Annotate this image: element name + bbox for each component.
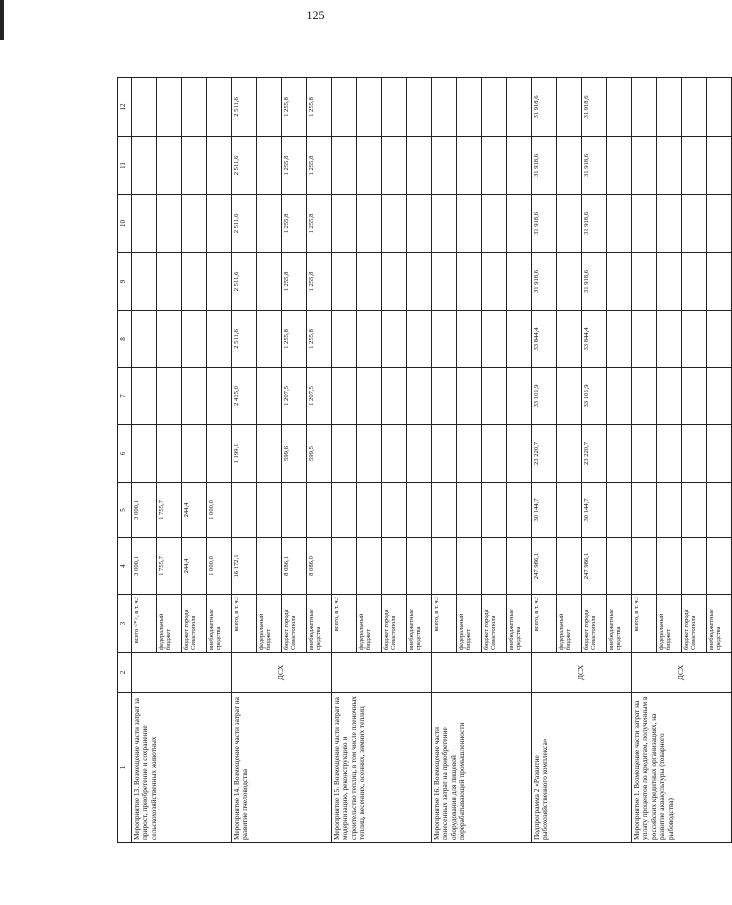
table-row [332, 78, 357, 843]
funding-source-cell: внебюджетные средства [407, 595, 432, 653]
value-cell [682, 538, 707, 595]
value-cell [682, 78, 707, 137]
header-cell: 6 [118, 425, 132, 483]
value-cell [707, 195, 732, 253]
measure-title-cell: Мероприятие 14. Возмещение части затрат на развитие пчеловодства [232, 693, 332, 843]
value-cell: 599,5 [307, 425, 332, 483]
value-cell [382, 425, 407, 483]
value-cell: 31 918,6 [532, 78, 557, 137]
executor-cell [432, 653, 532, 693]
value-cell [482, 137, 507, 195]
value-cell [432, 368, 457, 425]
value-cell: 244,4 [182, 483, 207, 538]
value-cell [557, 538, 582, 595]
executor-cell: ДСХ [532, 653, 632, 693]
value-cell: 23 220,7 [532, 425, 557, 483]
value-cell [382, 483, 407, 538]
value-cell [507, 425, 532, 483]
value-cell [182, 137, 207, 195]
value-cell [132, 78, 157, 137]
executor-cell: ДСХ [632, 653, 732, 693]
header-cell: 11 [118, 137, 132, 195]
funding-source-cell: внебюджетные средства [507, 595, 532, 653]
value-cell [207, 311, 232, 368]
value-cell [507, 253, 532, 311]
value-cell [707, 538, 732, 595]
value-cell [207, 425, 232, 483]
value-cell: 247 986,1 [582, 538, 607, 595]
value-cell [632, 311, 657, 368]
value-cell [332, 78, 357, 137]
header-cell: 4 [118, 538, 132, 595]
value-cell [507, 195, 532, 253]
funding-source-cell: всего, в т. ч.: [432, 595, 457, 653]
value-cell [182, 78, 207, 137]
value-cell [357, 368, 382, 425]
value-cell [457, 483, 482, 538]
value-cell: 2 511,6 [232, 137, 257, 195]
value-cell [332, 368, 357, 425]
value-cell [707, 368, 732, 425]
value-cell [182, 425, 207, 483]
value-cell [382, 137, 407, 195]
value-cell [507, 483, 532, 538]
value-cell [257, 483, 282, 538]
value-cell: 31 918,6 [532, 253, 557, 311]
rotated-table-wrapper [117, 78, 723, 843]
value-cell: 1 207,5 [282, 368, 307, 425]
value-cell [407, 425, 432, 483]
value-cell: 2 511,6 [232, 253, 257, 311]
value-cell [457, 195, 482, 253]
funding-source-cell: бюджет города Севастополя [182, 595, 207, 653]
value-cell: 2 415,0 [232, 368, 257, 425]
value-cell [407, 483, 432, 538]
value-cell [657, 483, 682, 538]
value-cell: 1 255,8 [282, 253, 307, 311]
value-cell [457, 425, 482, 483]
value-cell [357, 311, 382, 368]
value-cell [257, 137, 282, 195]
header-cell: 9 [118, 253, 132, 311]
value-cell [257, 425, 282, 483]
value-cell [332, 137, 357, 195]
funding-source-cell: бюджет города Севастополя [282, 595, 307, 653]
value-cell [557, 311, 582, 368]
value-cell [182, 311, 207, 368]
value-cell [657, 538, 682, 595]
header-row [118, 78, 132, 843]
value-cell [257, 368, 282, 425]
value-cell [507, 78, 532, 137]
header-cell: 5 [118, 483, 132, 538]
value-cell: 1 255,8 [282, 195, 307, 253]
value-cell [482, 538, 507, 595]
funding-source-cell: внебюджетные средства [307, 595, 332, 653]
value-cell [557, 137, 582, 195]
value-cell [132, 195, 157, 253]
value-cell [382, 311, 407, 368]
measure-title-cell: Мероприятие 15. Возмещение части затрат на модернизацию, реконструкцию и строительство теплиц, в том числе пленочных теплиц, весенних, осенних, зимних теплиц [332, 693, 432, 843]
value-cell: 1 255,8 [307, 311, 332, 368]
funding-source-cell: бюджет города Севастополя [582, 595, 607, 653]
value-cell: 247 986,1 [532, 538, 557, 595]
measure-title-cell: Мероприятие 13. Возмещение части затрат за прирост, приобретение и сохранение сельскохозяйственных животных [132, 693, 232, 843]
header-cell: 7 [118, 368, 132, 425]
funding-source-cell: федеральный бюджет [257, 595, 282, 653]
value-cell [682, 368, 707, 425]
funding-source-cell: внебюджетные средства [607, 595, 632, 653]
value-cell [357, 253, 382, 311]
table-row [132, 78, 157, 843]
header-cell: 3 [118, 595, 132, 653]
header-cell: 8 [118, 311, 132, 368]
header-cell: 1 [118, 693, 132, 843]
value-cell [682, 253, 707, 311]
value-cell [157, 425, 182, 483]
page-number: 125 [306, 8, 325, 22]
header-cell: 10 [118, 195, 132, 253]
value-cell [607, 483, 632, 538]
value-cell: 1 255,8 [307, 137, 332, 195]
value-cell [407, 253, 432, 311]
value-cell [657, 368, 682, 425]
funding-source-cell: внебюджетные средства [207, 595, 232, 653]
value-cell: 8 086,1 [282, 538, 307, 595]
value-cell [407, 137, 432, 195]
funding-source-cell: внебюджетные средства [707, 595, 732, 653]
value-cell [707, 311, 732, 368]
funding-source-cell: федеральный бюджет [357, 595, 382, 653]
value-cell [407, 368, 432, 425]
value-cell [432, 425, 457, 483]
value-cell [482, 368, 507, 425]
value-cell [182, 195, 207, 253]
value-cell [132, 137, 157, 195]
value-cell [657, 137, 682, 195]
funding-source-cell: всего <*>, в т. ч.: [132, 595, 157, 653]
value-cell [607, 425, 632, 483]
value-cell [357, 195, 382, 253]
value-cell [332, 538, 357, 595]
value-cell [632, 253, 657, 311]
value-cell: 33 101,9 [582, 368, 607, 425]
value-cell: 1 255,8 [282, 78, 307, 137]
value-cell [432, 253, 457, 311]
value-cell: 1 207,5 [307, 368, 332, 425]
funding-source-cell: всего, в т. ч.: [632, 595, 657, 653]
value-cell [682, 311, 707, 368]
value-cell [332, 483, 357, 538]
value-cell: 599,6 [282, 425, 307, 483]
value-cell [657, 425, 682, 483]
value-cell [657, 253, 682, 311]
value-cell [707, 425, 732, 483]
value-cell: 1 199,1 [232, 425, 257, 483]
value-cell [182, 253, 207, 311]
value-cell [657, 311, 682, 368]
value-cell [282, 483, 307, 538]
funding-source-cell: федеральный бюджет [557, 595, 582, 653]
value-cell: 1 255,8 [307, 195, 332, 253]
value-cell: 30 144,7 [582, 483, 607, 538]
value-cell: 33 844,4 [582, 311, 607, 368]
value-cell: 1 000,0 [207, 538, 232, 595]
value-cell [507, 137, 532, 195]
value-cell [632, 195, 657, 253]
value-cell [132, 311, 157, 368]
value-cell [457, 311, 482, 368]
value-cell [507, 368, 532, 425]
funding-source-cell: бюджет города Севастополя [382, 595, 407, 653]
value-cell [332, 195, 357, 253]
value-cell [632, 78, 657, 137]
funding-source-cell: федеральный бюджет [157, 595, 182, 653]
value-cell: 1 255,8 [282, 137, 307, 195]
header-cell: 2 [118, 653, 132, 693]
value-cell [707, 483, 732, 538]
value-cell [207, 137, 232, 195]
value-cell [407, 195, 432, 253]
value-cell [657, 195, 682, 253]
value-cell [332, 253, 357, 311]
value-cell [407, 538, 432, 595]
value-cell [507, 538, 532, 595]
value-cell [482, 483, 507, 538]
value-cell [607, 368, 632, 425]
value-cell [232, 483, 257, 538]
executor-cell [132, 653, 232, 693]
value-cell [632, 368, 657, 425]
value-cell [632, 137, 657, 195]
table-row [632, 78, 657, 843]
value-cell [432, 78, 457, 137]
value-cell [382, 368, 407, 425]
value-cell [607, 78, 632, 137]
value-cell [382, 78, 407, 137]
value-cell: 30 144,7 [532, 483, 557, 538]
table-row [232, 78, 257, 843]
value-cell [657, 78, 682, 137]
value-cell: 16 172,1 [232, 538, 257, 595]
table-row [532, 78, 557, 843]
value-cell: 1 255,8 [282, 311, 307, 368]
value-cell [557, 425, 582, 483]
value-cell [682, 425, 707, 483]
value-cell [132, 425, 157, 483]
funding-source-cell: всего, в т. ч.: [232, 595, 257, 653]
executor-cell: ДСХ [232, 653, 332, 693]
value-cell [457, 538, 482, 595]
value-cell: 31 918,6 [582, 195, 607, 253]
budget-table [117, 77, 732, 843]
value-cell [157, 368, 182, 425]
value-cell: 31 918,6 [532, 195, 557, 253]
value-cell [607, 538, 632, 595]
value-cell [432, 137, 457, 195]
funding-source-cell: всего, в т. ч.: [332, 595, 357, 653]
value-cell [357, 425, 382, 483]
value-cell [607, 311, 632, 368]
value-cell [557, 368, 582, 425]
value-cell [257, 253, 282, 311]
value-cell: 31 918,6 [582, 253, 607, 311]
header-cell: 12 [118, 78, 132, 137]
value-cell [482, 195, 507, 253]
value-cell [557, 78, 582, 137]
value-cell [382, 195, 407, 253]
value-cell [407, 78, 432, 137]
table-row [432, 78, 457, 843]
value-cell [432, 311, 457, 368]
value-cell [632, 425, 657, 483]
measure-title-cell: Подпрограмма 2 «Развитие рыбохозяйственного комплекса» [532, 693, 632, 843]
value-cell [707, 253, 732, 311]
value-cell [607, 253, 632, 311]
value-cell [332, 425, 357, 483]
value-cell [257, 538, 282, 595]
value-cell [357, 538, 382, 595]
value-cell: 1 755,7 [157, 538, 182, 595]
value-cell: 1 000,0 [207, 483, 232, 538]
value-cell: 1 255,8 [307, 78, 332, 137]
value-cell [207, 253, 232, 311]
value-cell [357, 137, 382, 195]
value-cell [132, 368, 157, 425]
value-cell [407, 311, 432, 368]
value-cell [357, 78, 382, 137]
value-cell [432, 538, 457, 595]
value-cell [557, 195, 582, 253]
value-cell: 31 918,6 [532, 137, 557, 195]
value-cell: 31 918,6 [582, 78, 607, 137]
value-cell [357, 483, 382, 538]
funding-source-cell: федеральный бюджет [657, 595, 682, 653]
value-cell [482, 311, 507, 368]
value-cell: 23 220,7 [582, 425, 607, 483]
value-cell [207, 368, 232, 425]
measure-title-cell: Мероприятие 16. Возмещение части понесенных затрат на приобретение оборудования для пищевой перерабатывающей промышленности [432, 693, 532, 843]
funding-source-cell: бюджет города Севастополя [482, 595, 507, 653]
value-cell [157, 195, 182, 253]
value-cell [507, 311, 532, 368]
value-cell: 2 511,6 [232, 78, 257, 137]
value-cell: 31 918,6 [582, 137, 607, 195]
value-cell [157, 78, 182, 137]
value-cell [157, 253, 182, 311]
value-cell: 8 086,0 [307, 538, 332, 595]
funding-source-cell: федеральный бюджет [457, 595, 482, 653]
value-cell [482, 78, 507, 137]
value-cell [157, 311, 182, 368]
value-cell [482, 253, 507, 311]
value-cell [457, 368, 482, 425]
value-cell: 3 000,1 [132, 483, 157, 538]
value-cell [332, 311, 357, 368]
value-cell [557, 253, 582, 311]
value-cell [157, 137, 182, 195]
value-cell [457, 253, 482, 311]
funding-source-cell: бюджет города Севастополя [682, 595, 707, 653]
value-cell [257, 195, 282, 253]
value-cell: 33 844,4 [532, 311, 557, 368]
value-cell [682, 137, 707, 195]
value-cell: 2 511,6 [232, 311, 257, 368]
value-cell [382, 253, 407, 311]
value-cell [682, 195, 707, 253]
value-cell [457, 78, 482, 137]
value-cell [607, 195, 632, 253]
value-cell [682, 483, 707, 538]
value-cell [257, 311, 282, 368]
value-cell [482, 425, 507, 483]
value-cell [207, 78, 232, 137]
value-cell [257, 78, 282, 137]
value-cell: 1 255,8 [307, 253, 332, 311]
value-cell: 33 101,9 [532, 368, 557, 425]
value-cell [632, 483, 657, 538]
value-cell [207, 195, 232, 253]
measure-title-cell: Мероприятие 1. Возмещение части затрат на уплату процентов по кредитам, полученным в российских кредитных организациях, на развитие аквакультуры (товарного рыбоводства) [632, 693, 732, 843]
value-cell [557, 483, 582, 538]
value-cell [307, 483, 332, 538]
value-cell [632, 538, 657, 595]
value-cell [432, 195, 457, 253]
value-cell [382, 538, 407, 595]
value-cell [707, 78, 732, 137]
funding-source-cell: всего, в т. ч.: [532, 595, 557, 653]
value-cell: 1 755,7 [157, 483, 182, 538]
value-cell [432, 483, 457, 538]
value-cell [707, 137, 732, 195]
value-cell: 3 000,1 [132, 538, 157, 595]
value-cell [607, 137, 632, 195]
value-cell [132, 253, 157, 311]
value-cell: 2 511,6 [232, 195, 257, 253]
value-cell [182, 368, 207, 425]
executor-cell [332, 653, 432, 693]
value-cell [457, 137, 482, 195]
value-cell: 244,4 [182, 538, 207, 595]
